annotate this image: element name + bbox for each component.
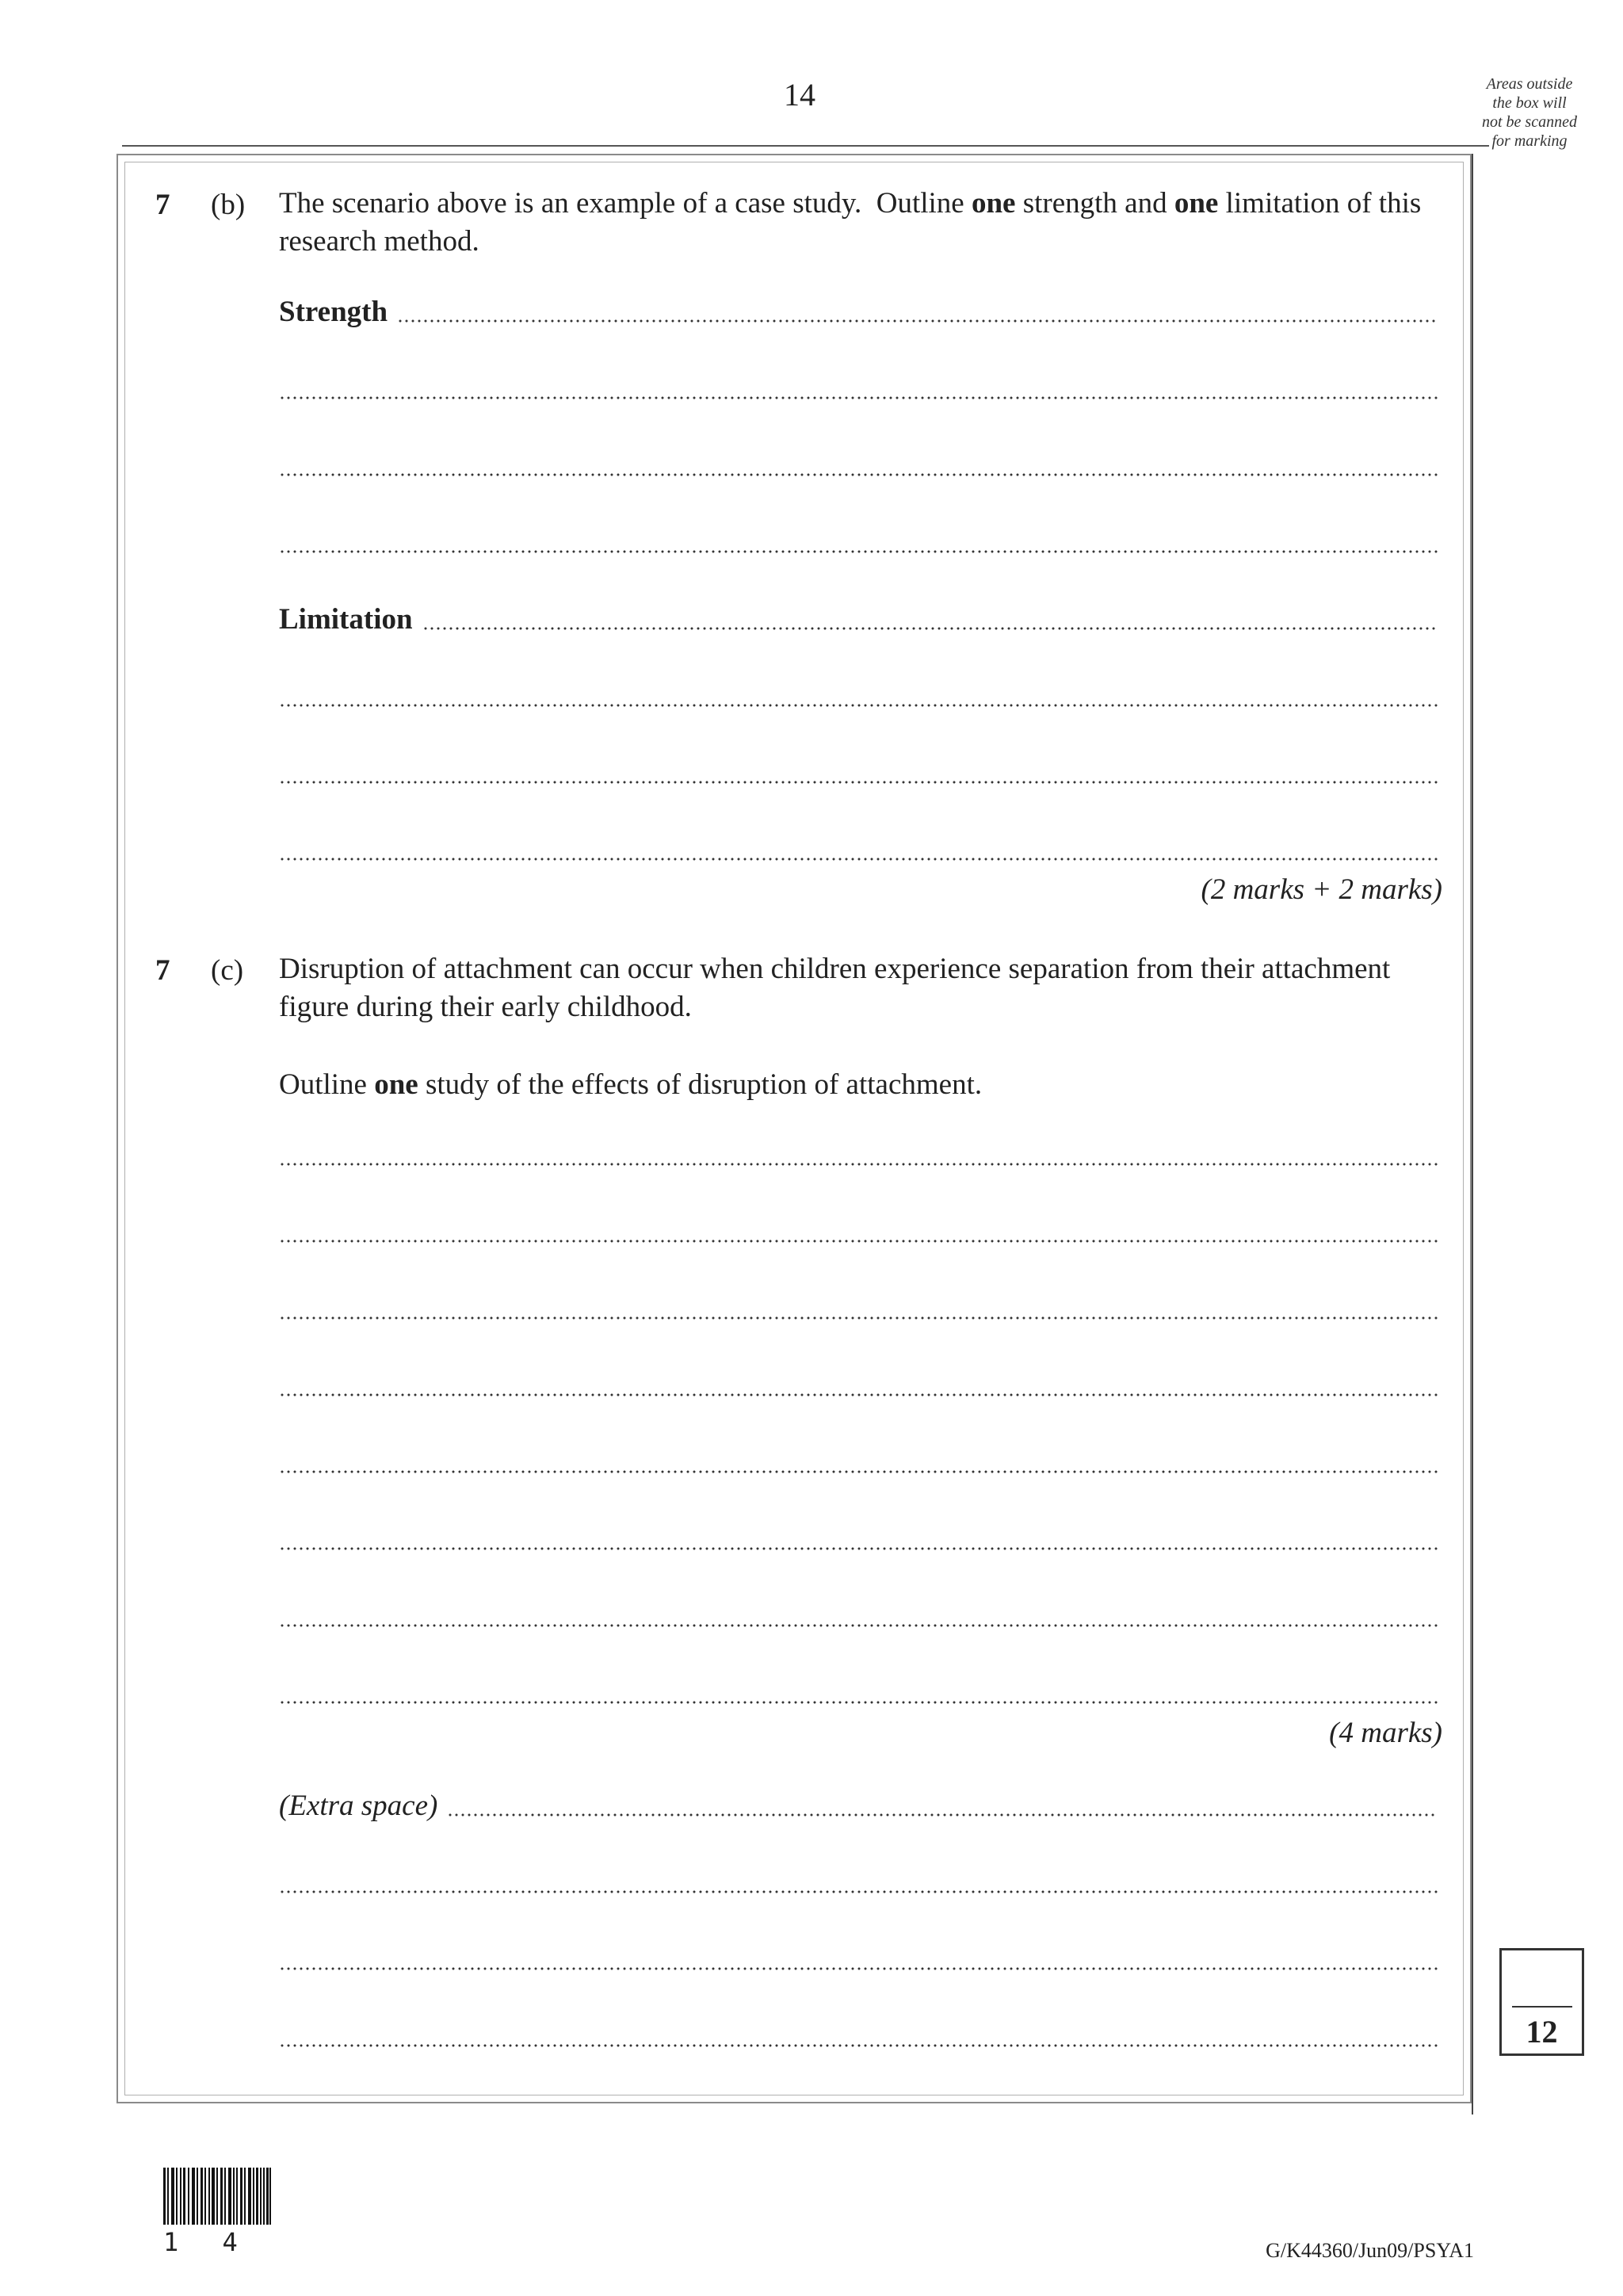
limitation-label: Limitation: [279, 604, 413, 636]
margin-note-line: not be scanned: [1482, 113, 1577, 131]
question-text: The scenario above is an example of a case study. Outline one strength and one limitation of this research method.: [279, 187, 1422, 258]
dotted-rule: [279, 780, 1438, 785]
dotted-rule: [279, 549, 1438, 554]
barcode-icon: [163, 2168, 271, 2225]
extra-space-label: (Extra space): [279, 1790, 438, 1822]
marks-allocation: (4 marks): [1329, 1717, 1442, 1749]
answer-line[interactable]: [279, 2021, 1438, 2053]
marks-total-rule: [1512, 2006, 1572, 2008]
answer-line[interactable]: [279, 835, 1438, 866]
dotted-rule: [279, 1546, 1438, 1551]
page-number: 14: [784, 77, 815, 113]
dotted-rule: [279, 472, 1438, 477]
margin-note: [1460, 74, 1599, 151]
question-part: (b): [211, 189, 246, 221]
answer-line[interactable]: [279, 1601, 1438, 1633]
answer-line[interactable]: [279, 1217, 1438, 1248]
dotted-rule: [279, 395, 1438, 400]
margin-note-line: Areas outside: [1486, 75, 1573, 93]
answer-line[interactable]: [279, 1447, 1438, 1479]
dotted-rule: [279, 1239, 1438, 1244]
dotted-rule: [279, 1966, 1438, 1971]
answer-line-extra-space[interactable]: [279, 1790, 1438, 1822]
dotted-rule: [279, 1700, 1438, 1705]
answer-line[interactable]: [279, 1140, 1438, 1171]
answer-line[interactable]: [279, 373, 1438, 405]
question-instruction: Outline one study of the effects of disruption of attachment.: [279, 1068, 983, 1101]
answer-line[interactable]: [279, 450, 1438, 482]
answer-line[interactable]: [279, 1293, 1438, 1325]
answer-line[interactable]: [279, 1867, 1438, 1899]
dotted-rule: [279, 2043, 1438, 2048]
dotted-rule: [279, 1316, 1438, 1320]
paper-reference: G/K44360/Jun09/PSYA1: [1266, 2239, 1474, 2262]
dotted-rule: [279, 1162, 1438, 1167]
dotted-rule: [279, 1889, 1438, 1894]
answer-line-limitation[interactable]: [279, 604, 1438, 636]
question-number: 7: [155, 189, 170, 221]
strength-label: Strength: [279, 296, 388, 328]
answer-line[interactable]: [279, 527, 1438, 559]
answer-line[interactable]: [279, 1944, 1438, 1976]
top-rule: [122, 145, 1489, 147]
marks-total-value: 12: [1526, 2014, 1558, 2050]
question-text: Disruption of attachment can occur when children experience separation from their attachment figure during their early childhood.: [279, 953, 1391, 1023]
dotted-rule: [279, 1392, 1438, 1397]
margin-note-line: for marking: [1491, 132, 1568, 150]
dotted-rule: [279, 1623, 1438, 1628]
dotted-rule: [279, 1469, 1438, 1474]
dotted-rule: [279, 857, 1438, 861]
answer-line[interactable]: [279, 1678, 1438, 1710]
margin-rule: [1472, 154, 1473, 2115]
barcode-text: 1 4: [163, 2227, 252, 2257]
answer-line[interactable]: [279, 1524, 1438, 1556]
answer-line[interactable]: [279, 758, 1438, 789]
answer-line-strength[interactable]: [279, 296, 1438, 328]
dotted-rule: [422, 626, 1438, 631]
dotted-rule: [279, 703, 1438, 708]
dotted-rule: [447, 1813, 1438, 1817]
question-number: 7: [155, 954, 170, 987]
marks-allocation: (2 marks + 2 marks): [1201, 873, 1442, 906]
margin-note-line: the box will: [1492, 94, 1567, 112]
question-part: (c): [211, 954, 244, 987]
dotted-rule: [397, 319, 1438, 323]
answer-line[interactable]: [279, 681, 1438, 712]
answer-line[interactable]: [279, 1370, 1438, 1402]
